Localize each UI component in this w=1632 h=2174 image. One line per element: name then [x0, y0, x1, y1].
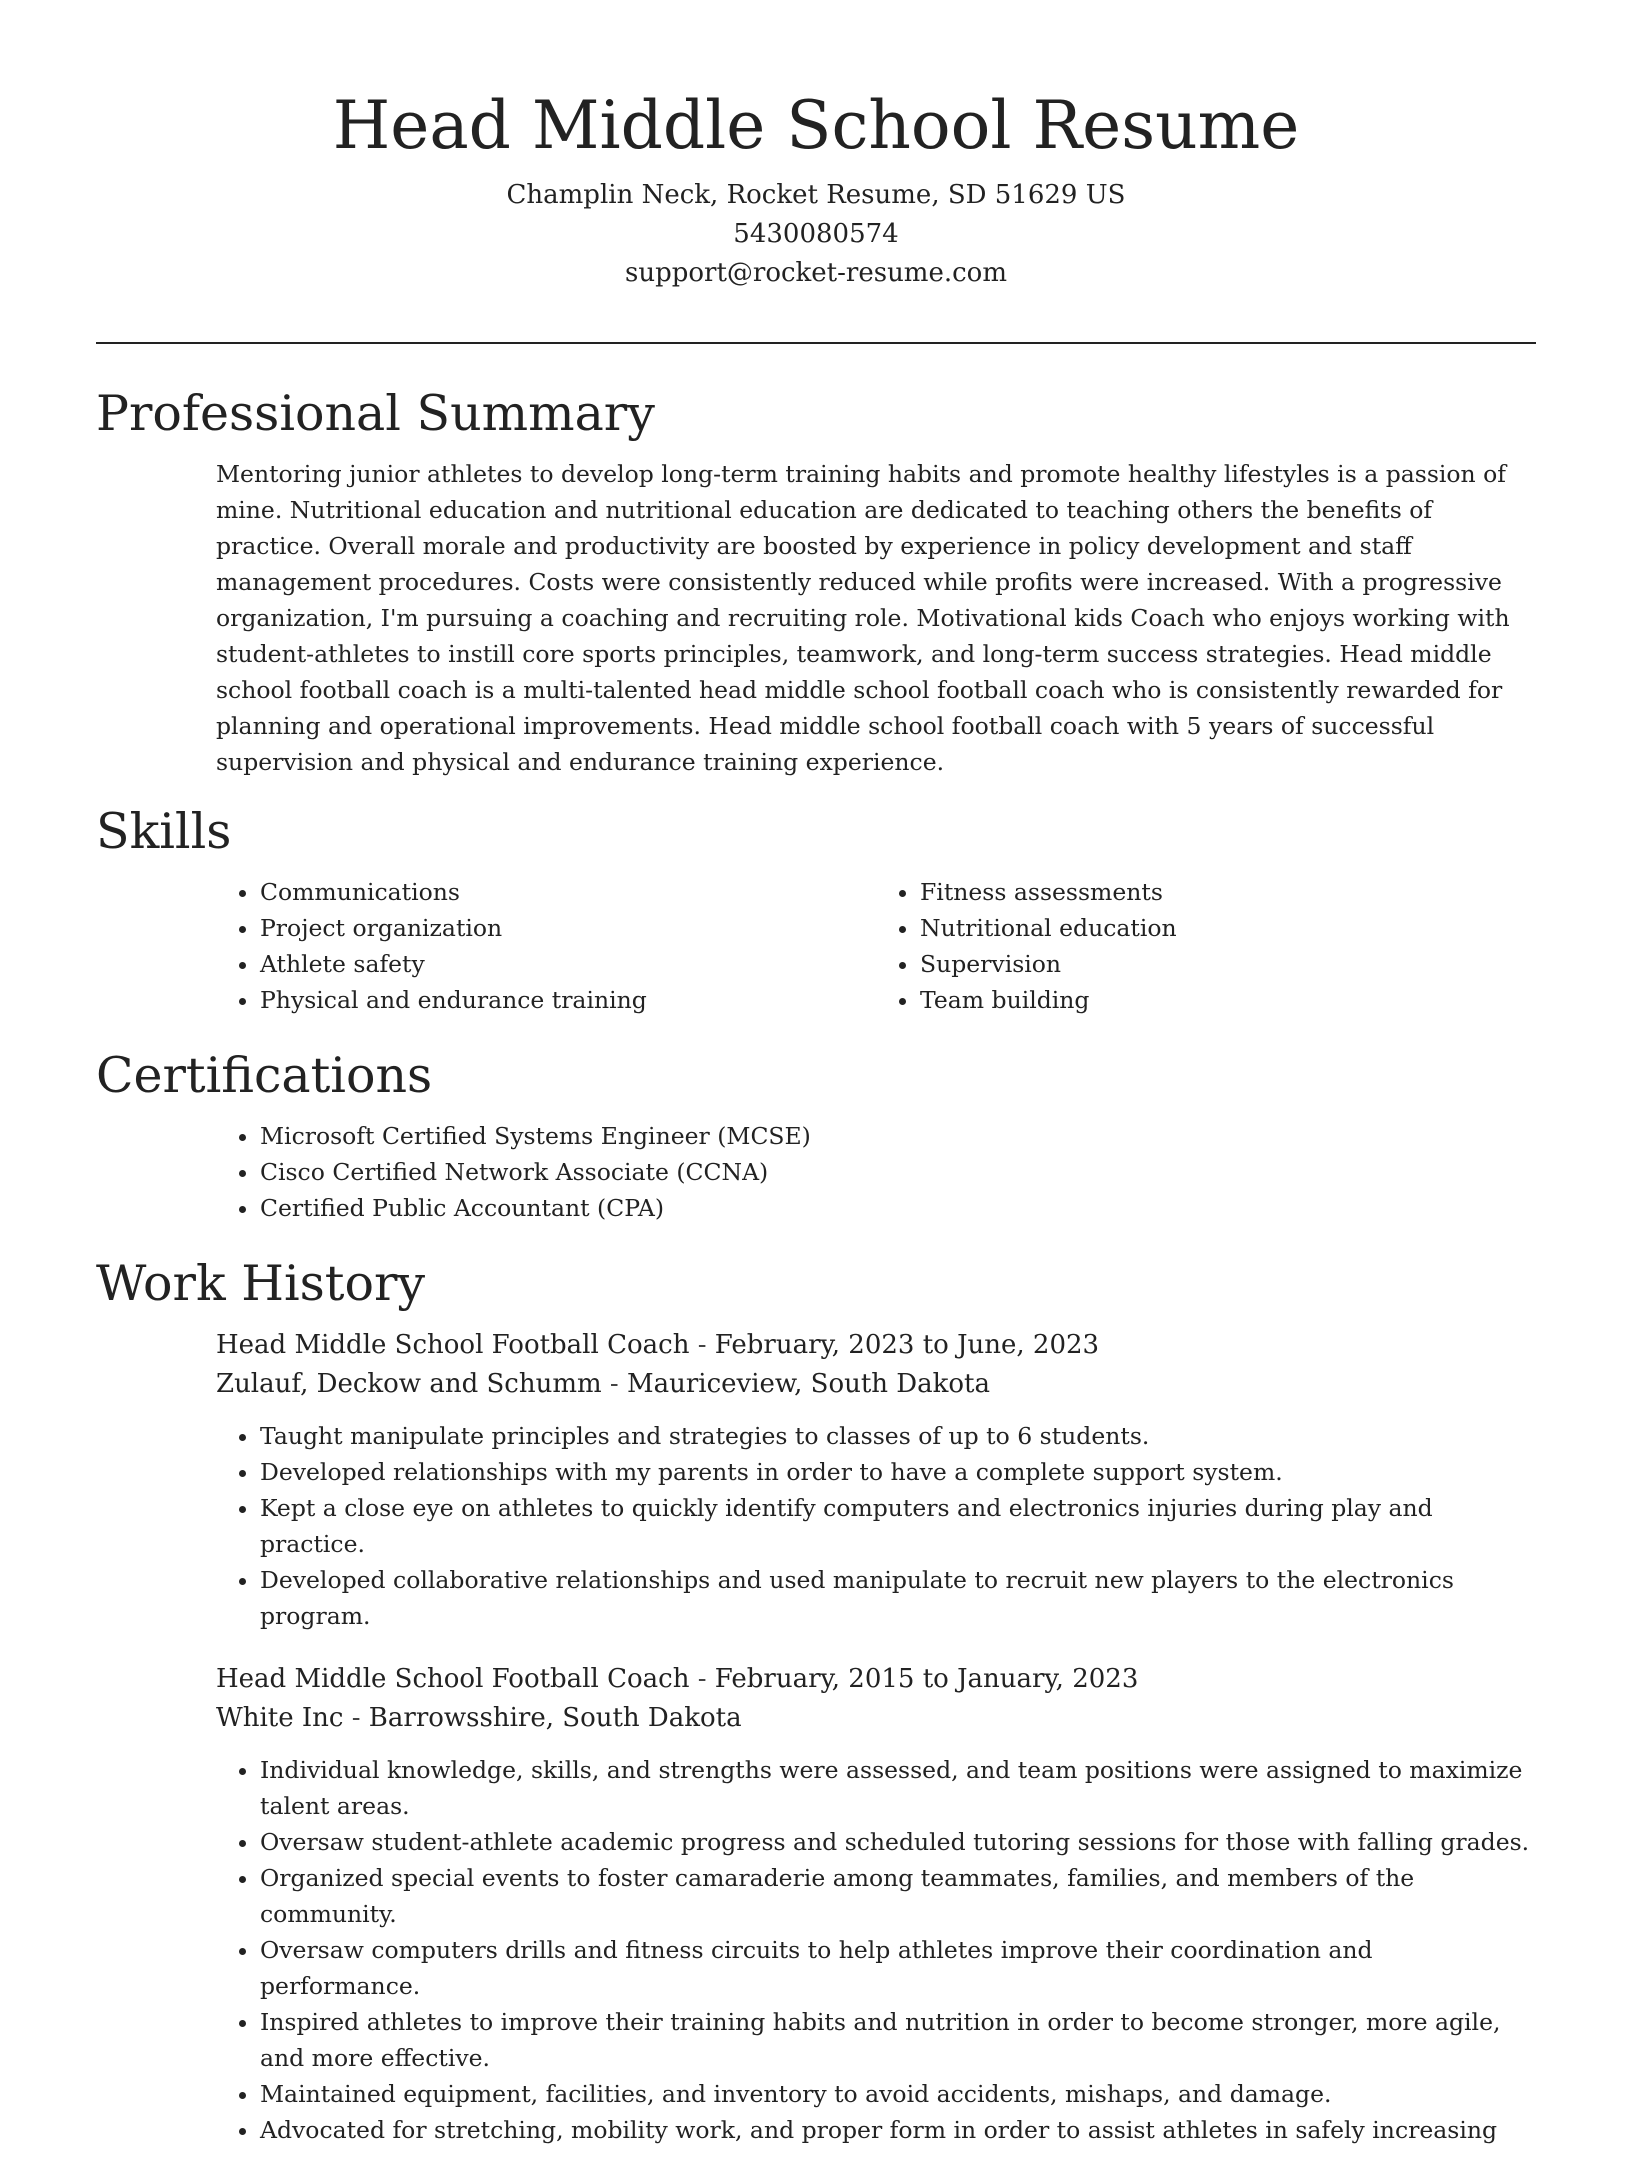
- contact-info: [96, 176, 1536, 293]
- job-entry: [216, 1660, 1536, 2148]
- job-separator: -: [689, 1330, 715, 1360]
- job-separator: -: [601, 1369, 627, 1399]
- job-title-line: [216, 1326, 1536, 1365]
- section-heading-work-history: Work History: [96, 1255, 426, 1312]
- skill-item: • Supervision: [920, 946, 1536, 982]
- job-location: Mauriceview, South Dakota: [626, 1369, 991, 1399]
- job-bullet: • Taught manipulate principles and strategies to classes of up to 6 students.: [260, 1418, 1536, 1454]
- contact-email: support@rocket-resume.com: [624, 258, 1007, 288]
- contact-phone: 5430080574: [733, 219, 899, 249]
- job-entry: [216, 1326, 1536, 1634]
- job-bullet: • Developed relationships with my parents in order to have a complete support system.: [260, 1454, 1536, 1490]
- job-bullet: • Oversaw computers drills and fitness circuits to help athletes improve their coordination and performance.: [260, 1932, 1536, 2004]
- job-dates: February, 2015 to January, 2023: [714, 1664, 1139, 1694]
- skill-item: • Project organization: [260, 910, 876, 946]
- job-title: Head Middle School Football Coach: [216, 1330, 690, 1360]
- job-bullets: [216, 1752, 1536, 2148]
- skills-section: [96, 798, 1536, 1018]
- job-location: Barrowsshire, South Dakota: [368, 1703, 742, 1733]
- certifications-section: [96, 1042, 1536, 1226]
- job-company: Zulauf, Deckow and Schumm: [216, 1369, 602, 1399]
- job-title-line: [216, 1660, 1536, 1699]
- skill-item: • Communications: [260, 874, 876, 910]
- job-bullet: • Maintained equipment, facilities, and inventory to avoid accidents, mishaps, and damage.: [260, 2076, 1536, 2112]
- job-bullet: • Inspired athletes to improve their training habits and nutrition in order to become stronger, more agile, and more effective.: [260, 2004, 1536, 2076]
- resume-content: [96, 380, 1536, 2174]
- resume-title: Head Middle School Resume: [332, 87, 1300, 164]
- header-divider: [96, 342, 1536, 344]
- certifications-list: [216, 1118, 1536, 1226]
- job-company-line: [216, 1699, 1536, 1738]
- skill-item: • Athlete safety: [260, 946, 876, 982]
- skill-item: • Team building: [920, 982, 1536, 1018]
- job-bullets: [216, 1418, 1536, 1634]
- section-heading-skills: Skills: [96, 803, 232, 860]
- work-history-section: [96, 1250, 1536, 2148]
- job-title: Head Middle School Football Coach: [216, 1664, 690, 1694]
- job-dates: February, 2023 to June, 2023: [714, 1330, 1100, 1360]
- summary-text: Mentoring junior athletes to develop long-term training habits and promote healthy lifestyles is a passion of mine. Nutritional education and nutritional education are dedicated to teaching others the benefits of practice. Overall morale and productivity are boosted by experience in policy development and staff management procedures. Costs were consistently reduced while profits were increased. With a progressive organization, I'm pursuing a coaching and recruiting role. Motivational kids Coach who enjoys working with student-athletes to instill core sports principles, teamwork, and long-term success strategies. Head middle school football coach is a multi-talented head middle school football coach who is consistently rewarded for planning and operational improvements. Head middle school football coach with 5 years of successful supervision and physical and endurance training experience.: [216, 460, 1510, 776]
- job-company: White Inc: [216, 1703, 344, 1733]
- professional-summary-section: [96, 380, 1536, 780]
- job-bullet: • Advocated for stretching, mobility work, and proper form in order to assist athletes in safely increasing: [260, 2112, 1536, 2148]
- certification-item: • Certified Public Accountant (CPA): [260, 1190, 1536, 1226]
- skill-item: • Fitness assessments: [920, 874, 1536, 910]
- job-company-line: [216, 1365, 1536, 1404]
- job-bullet: • Organized special events to foster camaraderie among teammates, families, and members of the community.: [260, 1860, 1536, 1932]
- job-bullet: • Oversaw student-athlete academic progress and scheduled tutoring sessions for those with falling grades.: [260, 1824, 1536, 1860]
- job-bullet: • Individual knowledge, skills, and strengths were assessed, and team positions were assigned to maximize talent areas.: [260, 1752, 1536, 1824]
- job-separator: -: [343, 1703, 369, 1733]
- skills-column-1: [216, 874, 876, 1018]
- job-bullet: • Kept a close eye on athletes to quickly identify computers and electronics injuries during play and practice.: [260, 1490, 1536, 1562]
- section-heading-certifications: Certifications: [96, 1047, 433, 1104]
- section-heading-summary: Professional Summary: [96, 385, 655, 442]
- skills-column-2: [876, 874, 1536, 1018]
- certification-item: • Cisco Certified Network Associate (CCNA): [260, 1154, 1536, 1190]
- job-bullet: • Developed collaborative relationships and used manipulate to recruit new players to the electronics program.: [260, 1562, 1536, 1634]
- skill-item: • Nutritional education: [920, 910, 1536, 946]
- job-details: [216, 1752, 1536, 2148]
- job-separator: -: [689, 1664, 715, 1694]
- certifications-list-wrap: [216, 1118, 1536, 1226]
- resume-header: [96, 82, 1536, 293]
- certification-item: • Microsoft Certified Systems Engineer (MCSE): [260, 1118, 1536, 1154]
- contact-address: Champlin Neck, Rocket Resume, SD 51629 US: [506, 180, 1126, 210]
- job-details: [216, 1418, 1536, 1634]
- skills-grid: [216, 874, 1536, 1018]
- skill-item: • Physical and endurance training: [260, 982, 876, 1018]
